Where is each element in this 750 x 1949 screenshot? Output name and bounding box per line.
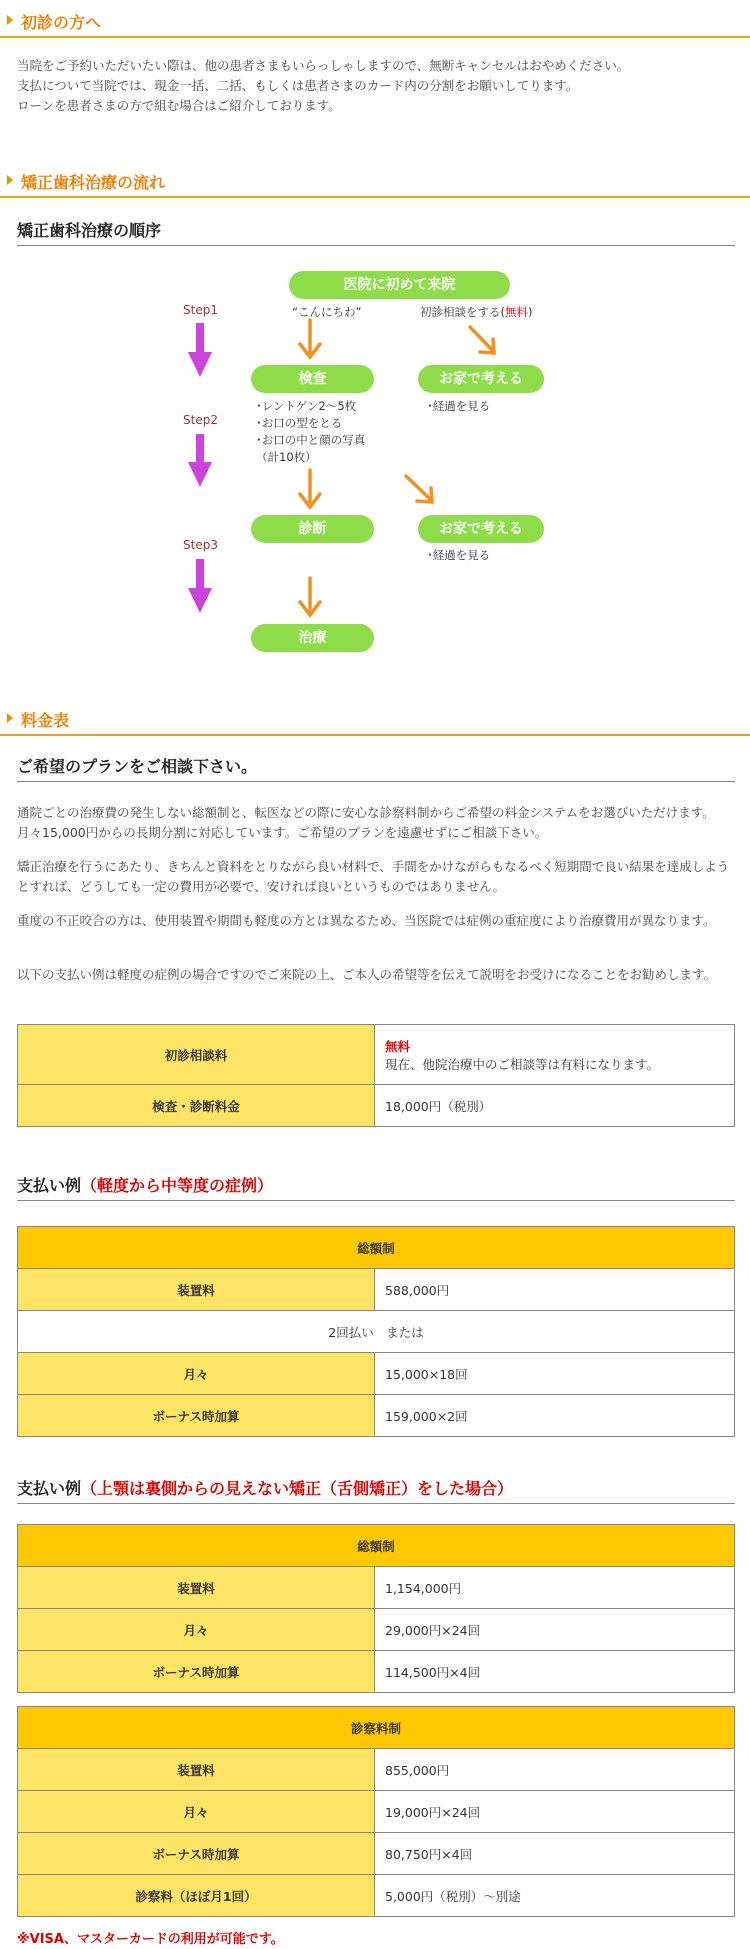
row-or-divider: 2回払い または [18,1311,735,1353]
step3-label: Step3 [183,538,218,552]
orange-arrow-icon [300,470,320,507]
flow-node-diagnosis: 診断 [251,515,374,543]
row-value: 15,000×18回 [375,1353,735,1395]
subheading-plan: ご希望のプランをご相談下さい。 [17,752,735,782]
flow-node-treatment: 治療 [251,624,374,652]
row-value: 29,000円×24回 [375,1609,735,1651]
table-row [18,1311,735,1353]
table-row [18,1749,735,1791]
row-label: ボーナス時加算 [18,1395,375,1437]
table-row [18,1567,735,1609]
subheading-payment-example-2: 支払い例（上顎は裏側からの見えない矯正（舌側矯正）をした場合） [17,1474,735,1504]
payment-table-2 [17,1524,735,1693]
step2-label: Step2 [183,413,218,427]
fee-paragraph-1: 通院ごとの治療費の発生しない総額制と、転医などの際に安心な診察料制からご希望の料金システムをお選びいただけます。月々15,000円からの長期分割に対応しています。ご希望のプランを遠慮せずにご相談下さい。 [17,805,715,840]
fee-paragraph-4: 以下の支払い例は軽度の症例の場合ですのでご来院の上、ご本人の希望等を伝えて説明をお受けになることをお勧めします。 [17,967,717,982]
orange-arrow-icon [406,476,432,502]
payment-table-1 [17,1226,735,1437]
section-title: 初診の方へ [21,13,102,32]
table-header: 総額制 [18,1227,735,1269]
orange-arrow-icon [470,327,494,353]
row-value: 18,000円（税別） [375,1085,735,1127]
purple-arrow-down-icon [188,323,212,377]
row-label: 検査・診断料金 [18,1085,375,1127]
row-value: 5,000円（税別）～別途 [375,1875,735,1917]
flow-node-first-visit: 医院に初めて来院 [289,271,510,299]
table-row [18,1791,735,1833]
flow-note-watch-2: ･経過を見る [427,548,491,562]
table-row [18,1269,735,1311]
triangle-bullet-icon [7,713,13,723]
step1-label: Step1 [183,303,218,317]
fee-paragraph-2: 矯正治療を行うにあたり、きちんと資料をとりながら良い材料で、手間をかけながらもなるべく短期間で良い結果を達成しようとすれば、どうしても一定の費用が必要で、安ければ良いというものではありません。 [17,859,730,894]
table-row [18,1395,735,1437]
section-title: 矯正歯科治療の流れ [21,173,166,192]
row-label: 装置料 [18,1749,375,1791]
flow-node-think-at-home-2: お家で考える [418,515,544,543]
section-header-fees [0,702,750,736]
orange-arrow-icon [300,578,320,615]
table-header: 診察料制 [18,1707,735,1749]
row-label: ボーナス時加算 [18,1833,375,1875]
table-row [18,1875,735,1917]
row-value: 80,750円×4回 [375,1833,735,1875]
table-row [18,1085,735,1127]
subheading-flow-order: 矯正歯科治療の順序 [17,216,735,246]
purple-arrow-down-icon [188,559,212,613]
flow-note-hello: “こんにちわ” [292,305,362,319]
fee-paragraph-3: 重度の不正咬合の方は、使用装置や期間も軽度の方とは異なるため、当医院では症例の重症度により治療費用が異なります。 [17,913,716,928]
table-row [18,1609,735,1651]
flow-arrows [0,0,750,700]
card-notice: ※VISA、マスターカードの利用が可能です。 [17,1932,284,1947]
table-row [18,1227,735,1269]
table-row [18,1525,735,1567]
payment-table-3 [17,1706,735,1917]
row-value: 588,000円 [375,1269,735,1311]
purple-arrow-down-icon [188,434,212,487]
subheading-payment-example-1: 支払い例（軽度から中等度の症例） [17,1171,735,1201]
table-row [18,1651,735,1693]
row-value: 855,000円 [375,1749,735,1791]
row-value: 1,154,000円 [375,1567,735,1609]
first-visit-text: 当院をご予約いただいたい際は、他の患者さまもいらっしゃしますので、無断キャンセルはおやめください。 支払について当院では、現金一括、二括、もしくは患者さまのカード内の分割をお願いしてります。 ローンを患者さまの方で組む場合はご紹介しております。 [17,58,630,113]
row-label: 月々 [18,1609,375,1651]
free-label: 無料 [385,1038,411,1054]
flow-node-exam: 検査 [251,365,374,393]
table-header: 総額制 [18,1525,735,1567]
flow-node-think-at-home-1: お家で考える [418,365,544,393]
flow-note-watch-1: ･経過を見る [427,399,491,413]
free-label: 無料 [505,305,528,319]
row-value: 159,000×2回 [375,1395,735,1437]
row-value: 無料 現在、他院治療中のご相談等は有料になります。 [375,1025,735,1085]
row-label: 診察料（ほぼ月1回） [18,1875,375,1917]
section-title: 料金表 [21,711,70,730]
initial-fee-table [17,1024,735,1127]
row-value: 19,000円×24回 [375,1791,735,1833]
flow-note-consult: 初診相談をする(無料) [420,305,533,319]
table-row [18,1353,735,1395]
row-label: 月々 [18,1791,375,1833]
flow-note-exam-list: ･レントゲン2～5枚 ･お口の型をとる ･お口の中と顔の写真 （計10枚） [256,399,366,464]
table-row [18,1025,735,1085]
row-label: 装置料 [18,1567,375,1609]
table-row [18,1833,735,1875]
row-value: 114,500円×4回 [375,1651,735,1693]
row-label: 初診相談料 [18,1025,375,1085]
row-label: ボーナス時加算 [18,1651,375,1693]
table-row [18,1707,735,1749]
row-label: 装置料 [18,1269,375,1311]
row-label: 月々 [18,1353,375,1395]
orange-arrow-icon [300,320,320,357]
